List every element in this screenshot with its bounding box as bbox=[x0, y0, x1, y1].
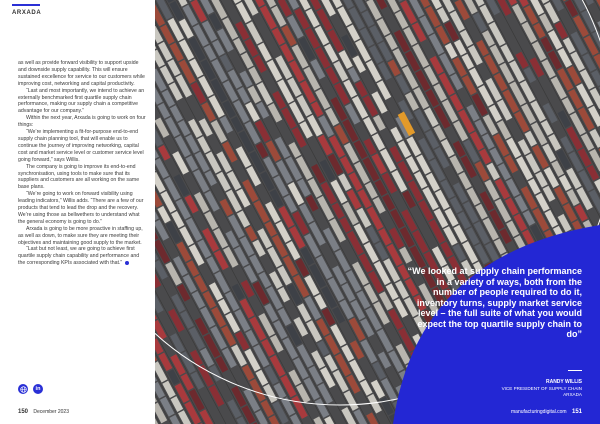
brand-logo: ARXADA bbox=[12, 10, 42, 16]
rail-yard-photo bbox=[155, 0, 600, 424]
end-mark-icon bbox=[125, 261, 129, 265]
article-body bbox=[18, 60, 146, 267]
paragraph: “We’re going to work on forward visibility using leading indicators,” Willis adds. “There are a few of our products that tend to lead the drop and the recovery. We’re using those as bellwethers to understand what the general economy is going to do.” bbox=[18, 191, 144, 225]
page-number: 150 bbox=[18, 409, 29, 415]
attribution-name: RANDY WILLIS bbox=[545, 379, 582, 385]
page-number: 151 bbox=[571, 409, 582, 415]
attribution-title: VICE PRESIDENT OF SUPPLY CHAIN bbox=[501, 386, 582, 391]
paragraph: Within the next year, Arxada is going to work on four things: bbox=[18, 115, 146, 129]
rail-yard-image bbox=[155, 0, 600, 424]
social-links bbox=[18, 384, 43, 394]
pull-quote: “We looked at supply chain performance in a variety of ways, both from the number of people required to do it, inventory turns, supply market service level – the full suite of what you would expect the top quartile supply chain to do” bbox=[407, 266, 582, 339]
paragraph: Arxada is going to be more proactive in staffing up, as well as down, to make sure they are meeting their objectives and maintaining good supply to the market. bbox=[18, 225, 143, 246]
paragraph: “Last and most importantly, we intend to achieve an externally benchmarked first quartile supply chain performance, making our supply chain a competitive advantage for our company.” bbox=[18, 87, 145, 115]
folio-right bbox=[511, 409, 582, 415]
site-url[interactable]: manufacturingdigital.com bbox=[511, 409, 567, 415]
quote-divider bbox=[568, 370, 582, 371]
attribution-company: ARXADA bbox=[563, 392, 582, 397]
left-page bbox=[0, 0, 155, 424]
brand-rule bbox=[12, 4, 40, 6]
paragraph: “We’re implementing a fit-for-purpose end-to-end supply chain planning tool, that will enable us to continue the journey of improving networking, capital cost and market service level or customer service level going forward,” says Willis. bbox=[18, 129, 144, 163]
issue-date: December 2023 bbox=[33, 409, 69, 415]
globe-icon-graphic bbox=[20, 386, 27, 393]
paragraph-text: “Last but not least, we are going to achieve first quartile supply chain capability and performance and the corresponding KPIs associated with that.” bbox=[18, 246, 140, 267]
globe-icon[interactable] bbox=[18, 384, 28, 394]
paragraph-last bbox=[18, 246, 146, 267]
linkedin-icon[interactable]: in bbox=[33, 384, 43, 394]
paragraph: as well as provide forward visibility to support upside and downside supply capability. This will ensure sustained excellence for service to our customers while improving cost, networking and capital productivity. bbox=[18, 60, 145, 87]
paragraph: The company is going to improve its end-to-end synchronisation, using tools to make sure that its suppliers and customers are all working on the same base plans. bbox=[18, 163, 140, 191]
folio-left bbox=[18, 409, 69, 415]
